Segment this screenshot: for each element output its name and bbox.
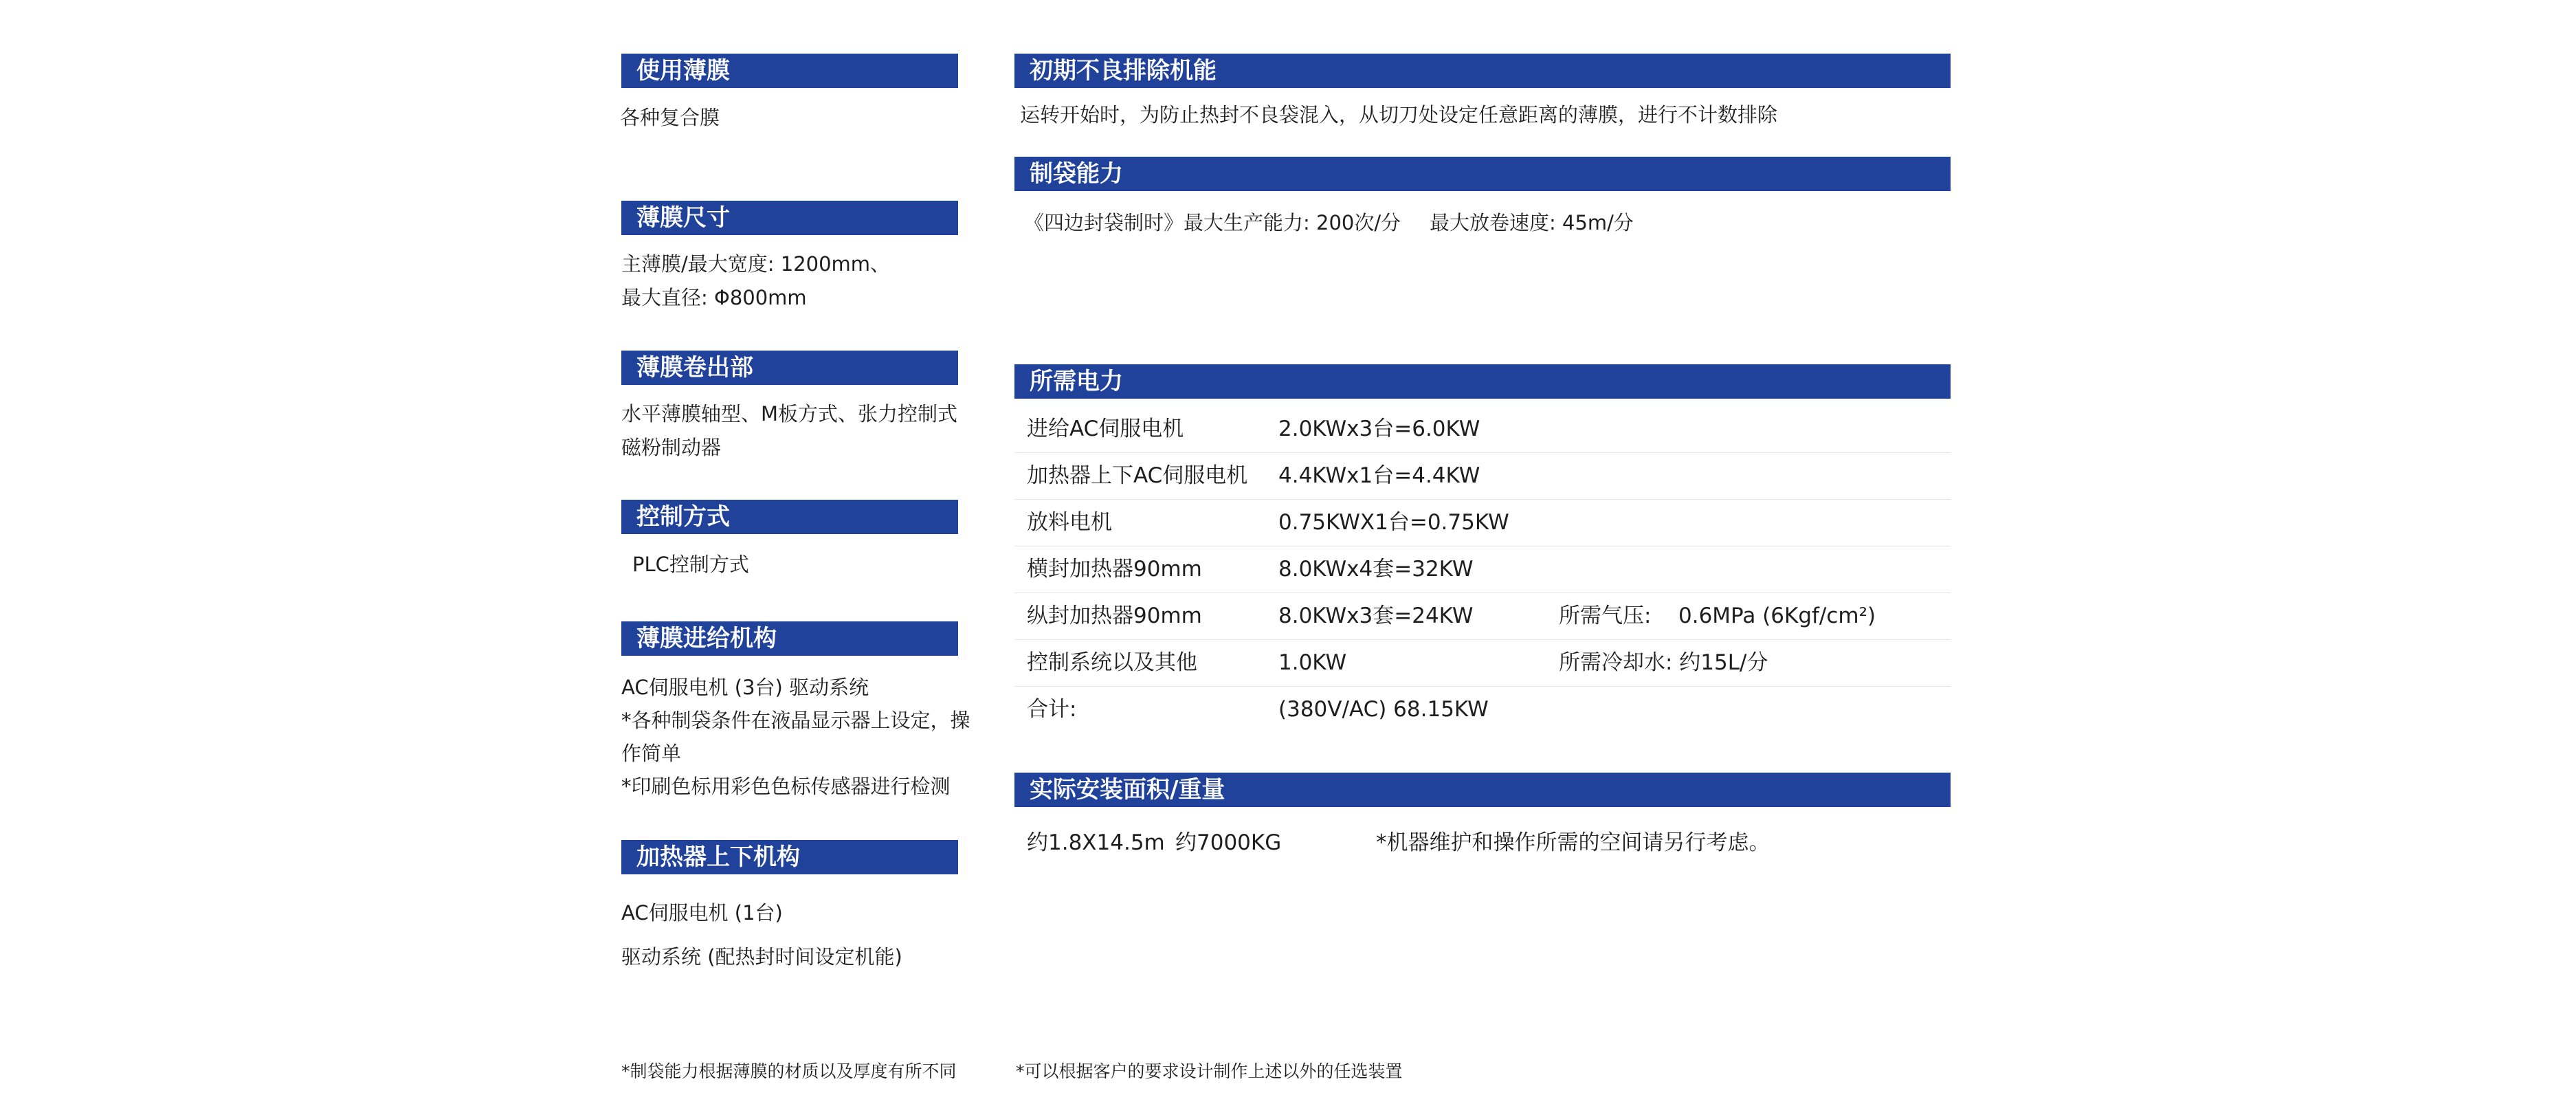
film-feed-line-4: *印刷色标用彩色色标传感器进行检测 — [621, 775, 951, 798]
film-unwind-line-2: 磁粉制动器 — [621, 436, 722, 459]
power-item-name: 横封加热器90mm — [1027, 557, 1202, 582]
power-item-name: 纵封加热器90mm — [1027, 604, 1202, 628]
power-item-name: 加热器上下AC伺服电机 — [1027, 463, 1248, 488]
table-row — [1014, 452, 1951, 500]
initial-reject-header: 初期不良排除机能 — [1014, 54, 1951, 88]
control-method-text: PLC控制方式 — [632, 553, 749, 576]
film-feed-line-1: AC伺服电机 (3台) 驱动系统 — [621, 676, 869, 699]
bag-capacity-header: 制袋能力 — [1014, 157, 1951, 191]
table-row — [1014, 639, 1951, 687]
power-item-name: 控制系统以及其他 — [1027, 650, 1197, 675]
power-total-label: 合计: — [1027, 697, 1077, 722]
table-row — [1014, 593, 1951, 640]
film-size-line-1: 主薄膜/最大宽度: 1200mm、 — [621, 252, 891, 276]
table-row — [1014, 686, 1951, 733]
film-use-text: 各种复合膜 — [620, 106, 720, 129]
power-item-value: 1.0KW — [1278, 650, 1347, 675]
table-row — [1014, 406, 1951, 453]
power-item-name: 放料电机 — [1027, 510, 1112, 535]
power-item-value: 8.0KWx4套=32KW — [1278, 557, 1474, 582]
film-size-header: 薄膜尺寸 — [621, 201, 958, 235]
power-item-name: 进给AC伺服电机 — [1027, 417, 1184, 441]
control-method-header: 控制方式 — [621, 500, 958, 534]
film-use-header: 使用薄膜 — [621, 54, 958, 88]
footnote-right: *可以根据客户的要求设计制作上述以外的任选装置 — [1016, 1061, 1403, 1081]
heater-lift-line-2: 驱动系统 (配热封时间设定机能) — [621, 945, 902, 969]
install-area-value: 约1.8X14.5m — [1027, 830, 1165, 855]
film-feed-header: 薄膜进给机构 — [621, 621, 958, 656]
film-unwind-header: 薄膜卷出部 — [621, 351, 958, 385]
initial-reject-text: 运转开始时，为防止热封不良袋混入，从切刀处设定任意距离的薄膜，进行不计数排除 — [1020, 103, 1778, 126]
power-total-value: (380V/AC) 68.15KW — [1278, 697, 1489, 722]
heater-lift-line-1: AC伺服电机 (1台) — [621, 901, 783, 925]
film-feed-line-3: 作简单 — [621, 742, 682, 765]
film-size-line-2: 最大直径: Φ800mm — [621, 286, 807, 309]
install-weight-value: 约7000KG — [1175, 830, 1282, 855]
power-item-value: 8.0KWx3套=24KW — [1278, 604, 1474, 628]
power-item-value: 2.0KWx3台=6.0KW — [1278, 417, 1480, 441]
power-item-value: 0.75KWX1台=0.75KW — [1278, 510, 1509, 535]
power-item-value: 4.4KWx1台=4.4KW — [1278, 463, 1480, 488]
air-pressure-label: 所需气压: — [1559, 604, 1652, 628]
bag-capacity-text-1: 《四边封袋制时》最大生产能力: 200次/分 — [1024, 211, 1401, 234]
install-space-note: *机器维护和操作所需的空间请另行考虑。 — [1376, 830, 1770, 855]
install-area-header: 实际安装面积/重量 — [1014, 773, 1951, 807]
air-pressure-value: 0.6MPa (6Kgf/cm²) — [1678, 604, 1876, 628]
power-header: 所需电力 — [1014, 364, 1951, 399]
footnote-left: *制袋能力根据薄膜的材质以及厚度有所不同 — [621, 1061, 957, 1081]
table-row — [1014, 499, 1951, 546]
cooling-water-label: 所需冷却水: 约15L/分 — [1559, 650, 1768, 675]
table-row — [1014, 546, 1951, 593]
heater-lift-header: 加热器上下机构 — [621, 840, 958, 874]
film-unwind-line-1: 水平薄膜轴型、M板方式、张力控制式 — [621, 402, 958, 425]
bag-capacity-text-2: 最大放卷速度: 45m/分 — [1430, 211, 1634, 234]
film-feed-line-2: *各种制袋条件在液晶显示器上设定，操 — [621, 709, 970, 732]
